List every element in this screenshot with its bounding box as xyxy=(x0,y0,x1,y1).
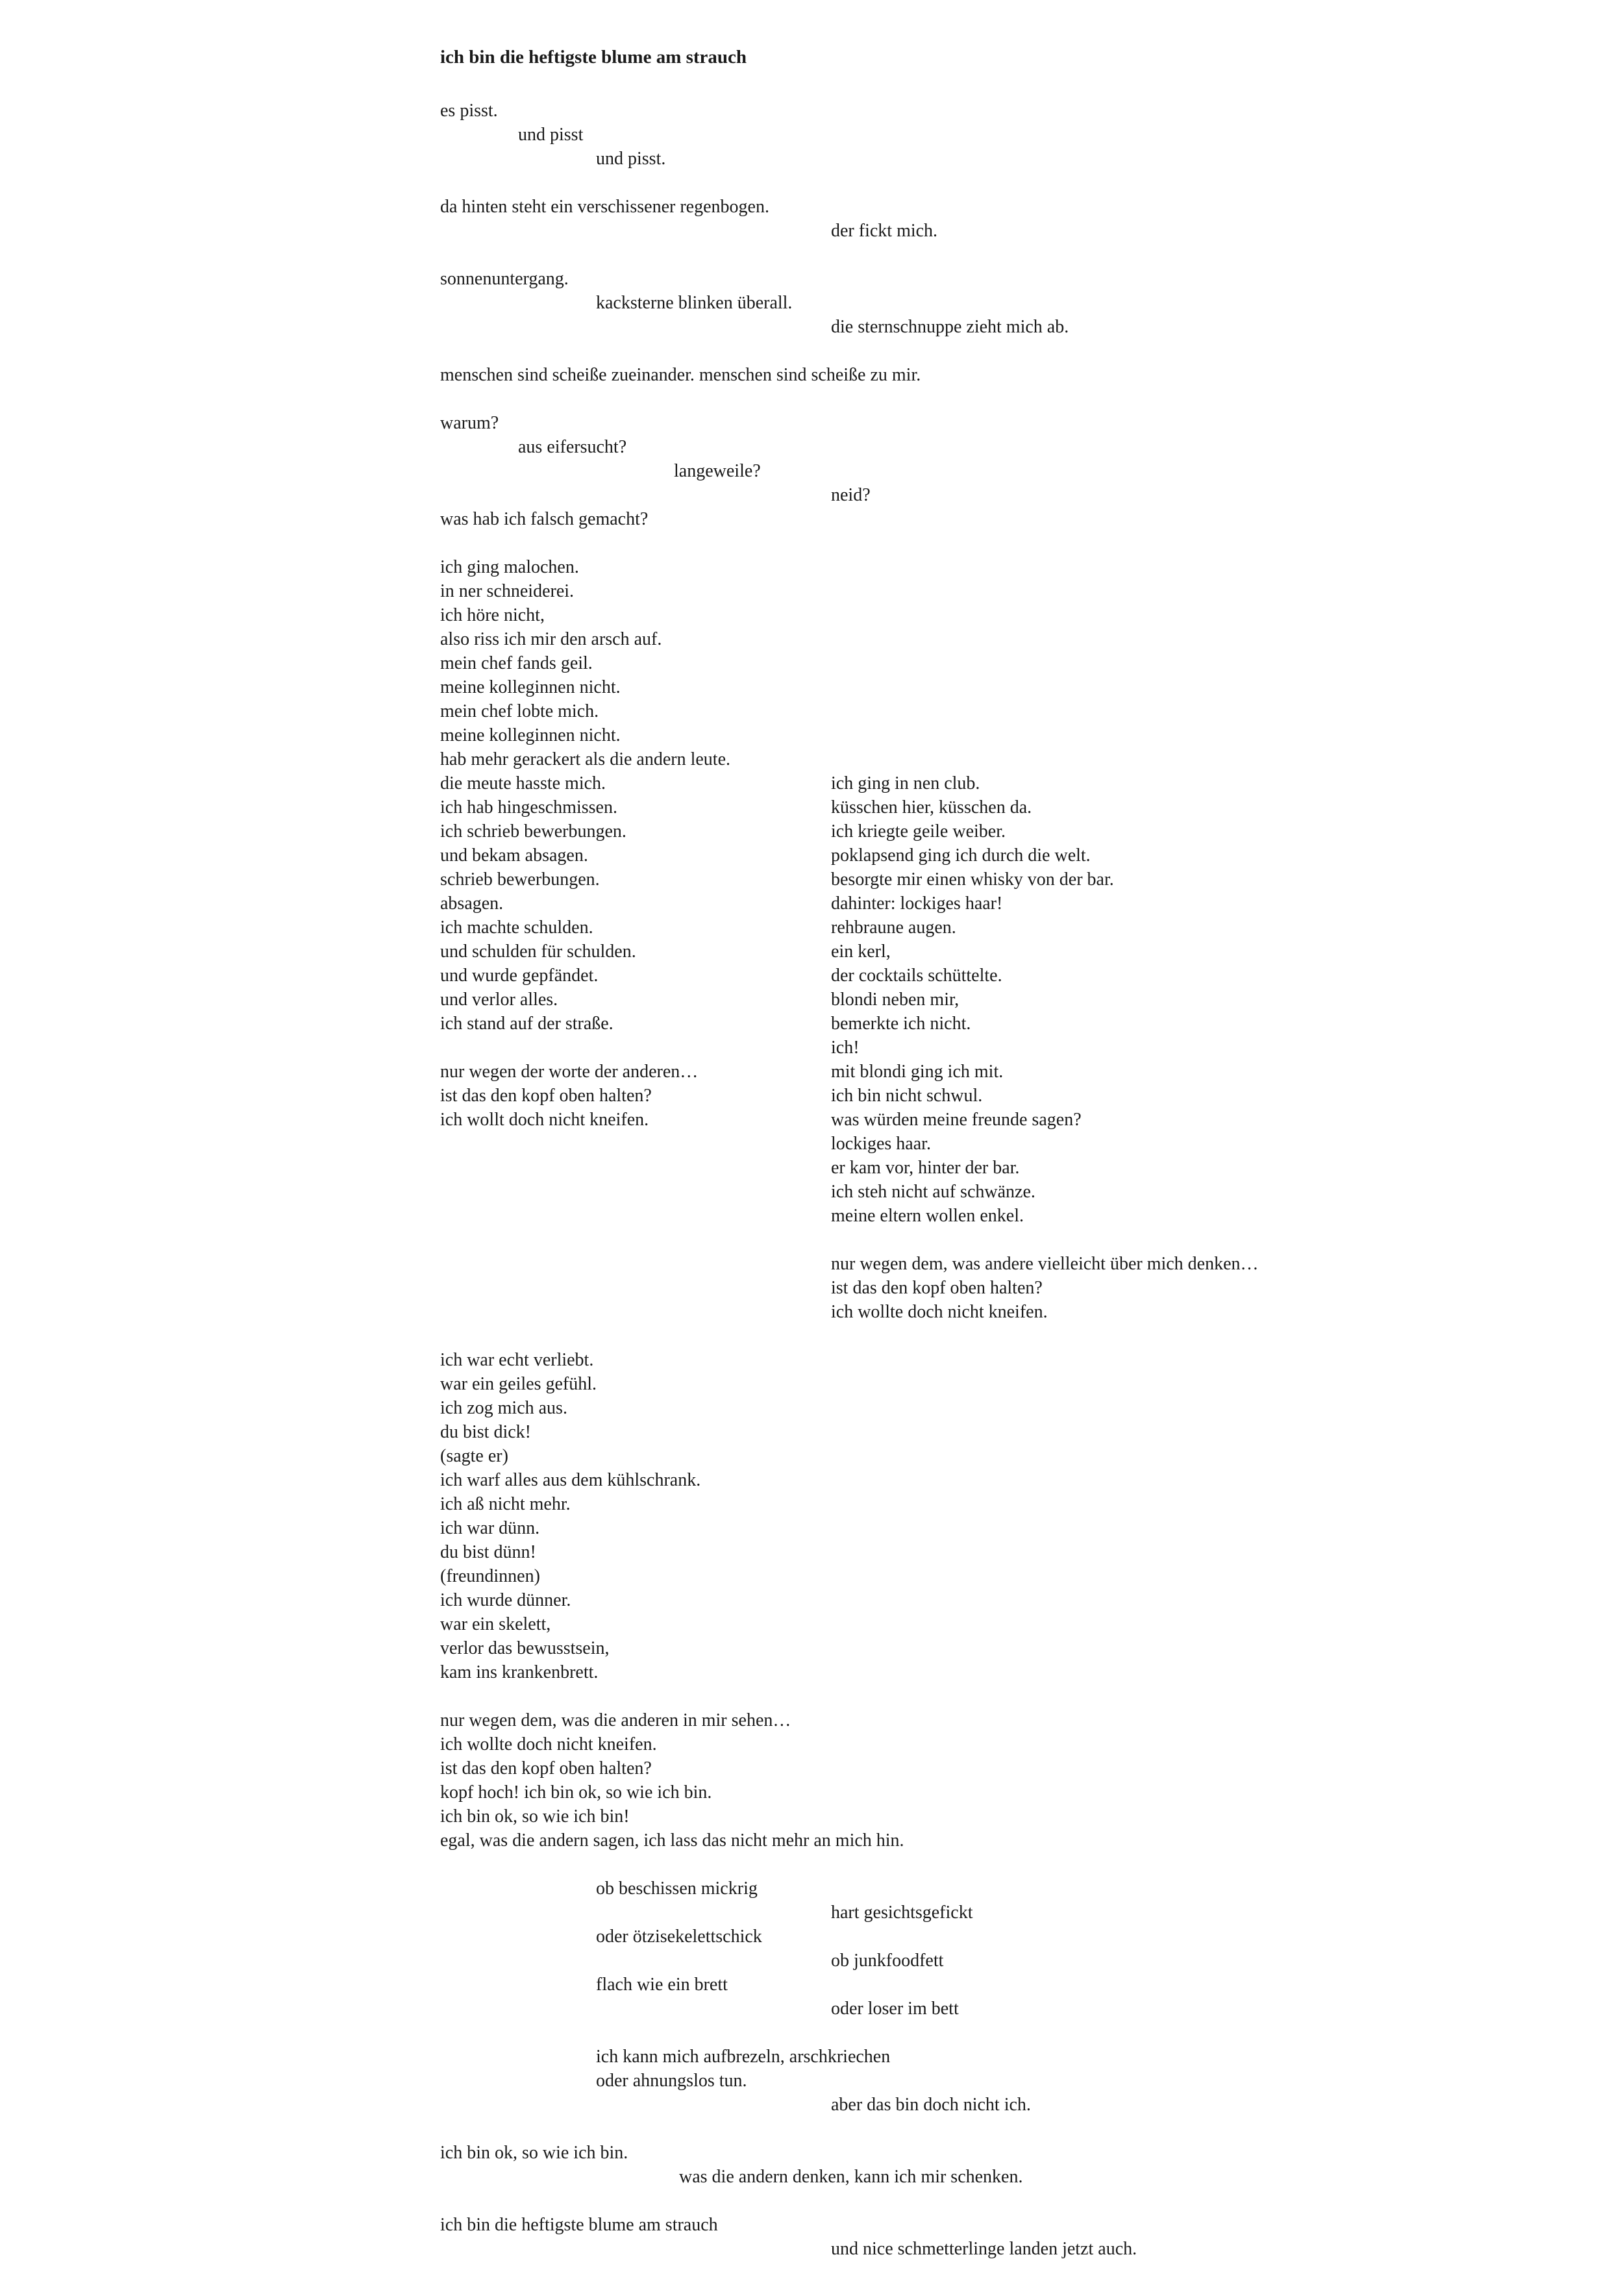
poem-line: ist das den kopf oben halten? xyxy=(440,1758,652,1778)
poem-line: also riss ich mir den arsch auf. xyxy=(440,629,662,649)
poem-line: war ein geiles gefühl. xyxy=(440,1374,597,1394)
poem-line: aber das bin doch nicht ich. xyxy=(831,2095,1031,2115)
poem-line: ob beschissen mickrig xyxy=(596,1878,758,1899)
poem-line: ich aß nicht mehr. xyxy=(440,1494,571,1514)
poem-line: und verlor alles. xyxy=(440,990,558,1010)
poem-line: besorgte mir einen whisky von der bar. xyxy=(831,869,1114,890)
poem-line: schrieb bewerbungen. xyxy=(440,869,600,890)
poem-line: warum? xyxy=(440,413,499,433)
poem-line: dahinter: lockiges haar! xyxy=(831,893,1003,914)
poem-line: du bist dünn! xyxy=(440,1542,536,1562)
poem-line: kacksterne blinken überall. xyxy=(596,293,793,313)
poem-line: ich kann mich aufbrezeln, arschkriechen xyxy=(596,2047,891,2067)
poem-line: ich warf alles aus dem kühlschrank. xyxy=(440,1470,701,1490)
poem-line: ob junkfoodfett xyxy=(831,1951,944,1971)
poem-line: die meute hasste mich. xyxy=(440,773,606,793)
poem-line: was hab ich falsch gemacht? xyxy=(440,509,649,529)
poem-line: ich stand auf der straße. xyxy=(440,1014,613,1034)
poem-line: und schulden für schulden. xyxy=(440,942,636,962)
poem-line: verlor das bewusstsein, xyxy=(440,1638,610,1658)
poem-line: ich wurde dünner. xyxy=(440,1590,571,1610)
poem-line: da hinten steht ein verschissener regenbogen. xyxy=(440,197,769,217)
poem-line: was die andern denken, kann ich mir schenken. xyxy=(679,2167,1023,2187)
poem-line: menschen sind scheiße zueinander. menschen sind scheiße zu mir. xyxy=(440,365,921,385)
poem-line: ich bin nicht schwul. xyxy=(831,1086,983,1106)
poem-line: und pisst xyxy=(518,125,584,145)
poem-line: ich schrieb bewerbungen. xyxy=(440,821,626,842)
poem-line: langeweile? xyxy=(674,461,761,481)
poem-line: mein chef lobte mich. xyxy=(440,701,599,721)
poem-line: und nice schmetterlinge landen jetzt auch. xyxy=(831,2239,1137,2259)
poem-line: ein kerl, xyxy=(831,942,891,962)
poem-line: ich bin die heftigste blume am strauch xyxy=(440,2215,718,2235)
poem-line: küsschen hier, küsschen da. xyxy=(831,797,1032,817)
poem-line: egal, was die andern sagen, ich lass das nicht mehr an mich hin. xyxy=(440,1830,904,1851)
poem-line: meine kolleginnen nicht. xyxy=(440,725,621,745)
poem-line: in ner schneiderei. xyxy=(440,581,575,601)
poem-line: die sternschnuppe zieht mich ab. xyxy=(831,317,1069,337)
poem-line: nur wegen dem, was andere vielleicht über mich denken… xyxy=(831,1254,1259,1274)
poem-line: war ein skelett, xyxy=(440,1614,551,1634)
poem-line: hab mehr gerackert als die andern leute. xyxy=(440,749,731,769)
poem-line: ich zog mich aus. xyxy=(440,1398,567,1418)
poem-line: sonnenuntergang. xyxy=(440,269,569,289)
poem-line: ist das den kopf oben halten? xyxy=(440,1086,652,1106)
poem-line: nur wegen dem, was die anderen in mir sehen… xyxy=(440,1710,791,1730)
poem-line: ich bin ok, so wie ich bin. xyxy=(440,2143,628,2163)
poem-line: ich bin ok, so wie ich bin! xyxy=(440,1806,630,1827)
poem-line: du bist dick! xyxy=(440,1422,531,1442)
poem-line: und wurde gepfändet. xyxy=(440,966,599,986)
poem-line: es pisst. xyxy=(440,101,498,121)
poem-line: mit blondi ging ich mit. xyxy=(831,1062,1004,1082)
poem-line: hart gesichtsgefickt xyxy=(831,1903,973,1923)
poem-line: ich steh nicht auf schwänze. xyxy=(831,1182,1035,1202)
poem-line: kopf hoch! ich bin ok, so wie ich bin. xyxy=(440,1782,712,1803)
poem-line: oder loser im bett xyxy=(831,1999,959,2019)
poem-line: ich ging malochen. xyxy=(440,557,579,577)
poem-line: ich ging in nen club. xyxy=(831,773,980,793)
poem-line: ich wollt doch nicht kneifen. xyxy=(440,1110,649,1130)
poem-line: meine eltern wollen enkel. xyxy=(831,1206,1024,1226)
poem-title: ich bin die heftigste blume am strauch xyxy=(440,47,747,68)
poem-line: (freundinnen) xyxy=(440,1566,540,1586)
poem-line: ich machte schulden. xyxy=(440,917,593,938)
poem-line: ich kriegte geile weiber. xyxy=(831,821,1006,842)
poem-line: ich höre nicht, xyxy=(440,605,545,625)
poem-line: und bekam absagen. xyxy=(440,845,588,866)
poem-line: er kam vor, hinter der bar. xyxy=(831,1158,1020,1178)
poem-line: bemerkte ich nicht. xyxy=(831,1014,971,1034)
poem-line: oder ötzisekelettschick xyxy=(596,1927,762,1947)
poem-line: absagen. xyxy=(440,893,504,914)
poem-line: was würden meine freunde sagen? xyxy=(831,1110,1082,1130)
poem-line: rehbraune augen. xyxy=(831,917,956,938)
poem-line: ich wollte doch nicht kneifen. xyxy=(440,1734,657,1754)
poem-line: nur wegen der worte der anderen… xyxy=(440,1062,699,1082)
poem-line: ich wollte doch nicht kneifen. xyxy=(831,1302,1048,1322)
poem-line: der fickt mich. xyxy=(831,221,938,241)
poem-line: ich! xyxy=(831,1038,860,1058)
poem-line: ist das den kopf oben halten? xyxy=(831,1278,1043,1298)
poem-line: der cocktails schüttelte. xyxy=(831,966,1002,986)
poem-line: (sagte er) xyxy=(440,1446,508,1466)
poem-line: lockiges haar. xyxy=(831,1134,931,1154)
poem-line: ich hab hingeschmissen. xyxy=(440,797,617,817)
poem-line: ich war echt verliebt. xyxy=(440,1350,594,1370)
poem-line: aus eifersucht? xyxy=(518,437,627,457)
poem-line: mein chef fands geil. xyxy=(440,653,593,673)
poem-line: kam ins krankenbrett. xyxy=(440,1662,599,1682)
poem-line: flach wie ein brett xyxy=(596,1975,728,1995)
poem-line: neid? xyxy=(831,485,871,505)
poem-line: ich war dünn. xyxy=(440,1518,540,1538)
poem-line: meine kolleginnen nicht. xyxy=(440,677,621,697)
poem-line: und pisst. xyxy=(596,149,666,169)
poem-line: poklapsend ging ich durch die welt. xyxy=(831,845,1091,866)
poem-line: blondi neben mir, xyxy=(831,990,960,1010)
poem-line: oder ahnungslos tun. xyxy=(596,2071,747,2091)
